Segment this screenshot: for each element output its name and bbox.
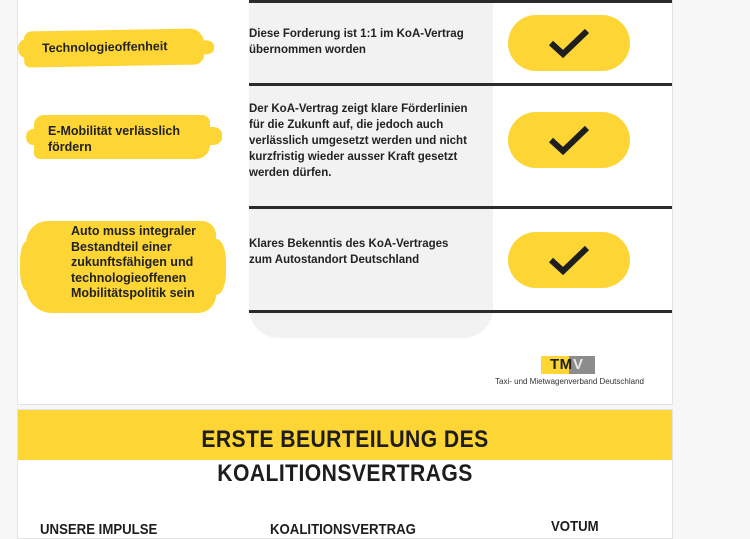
column-header-impulse: UNSERE IMPULSE <box>40 521 158 538</box>
impulse-text: Technologieoffenheit <box>41 39 168 56</box>
page-title-line1: ERSTE BEURTEILUNG DES <box>201 426 489 453</box>
impulse-label-e-mobilitaet <box>34 115 210 159</box>
koalitionsvertrag-text: Diese Forderung ist 1:1 im KoA-Vertrag übernommen worden <box>249 28 464 56</box>
impulse-text: Auto muss integraler Bestandteil einer zukunftsfähigen und technologieoffenen Mobilitätspolitik sein <box>71 224 197 300</box>
koalitionsvertrag-text: Klares Bekenntis des KoA-Vertrages zum Autostandort Deutschland <box>249 238 449 266</box>
row-divider <box>249 310 672 313</box>
row-divider <box>249 206 672 209</box>
row-divider <box>249 0 672 3</box>
page-title-line2: KOALITIONSVERTRAGS <box>217 460 473 487</box>
koalitionsvertrag-text: Der KoA-Vertrag zeigt klare Förderlinien für die Zukunft auf, die jedoch auch verlässlich umgesetzt werden und nicht kurzfristig wieder ausser Kraft gesetzt werden dürfen. <box>249 103 468 179</box>
logo-mark-tm: TM <box>550 356 573 373</box>
votum-badge <box>508 15 630 71</box>
impulse-label-technologieoffenheit <box>24 28 205 67</box>
logo-mark-v: V <box>573 356 584 373</box>
assessment-card-header <box>17 409 673 539</box>
logo-subtitle: Taxi- und Mietwagenverband Deutschland <box>495 377 644 386</box>
impulse-label-auto <box>26 221 216 313</box>
check-icon <box>547 27 591 59</box>
votum-badge <box>508 232 630 288</box>
check-icon <box>547 244 591 276</box>
column-header-koalitionsvertrag: KOALITIONSVERTRAG <box>270 521 416 538</box>
column-header-votum: VOTUM <box>551 518 599 535</box>
impulse-text: E-Mobilität verlässlich fördern <box>48 124 180 154</box>
votum-badge <box>508 112 630 168</box>
row-divider <box>249 83 672 86</box>
check-icon <box>547 124 591 156</box>
tmv-logo <box>541 356 598 374</box>
